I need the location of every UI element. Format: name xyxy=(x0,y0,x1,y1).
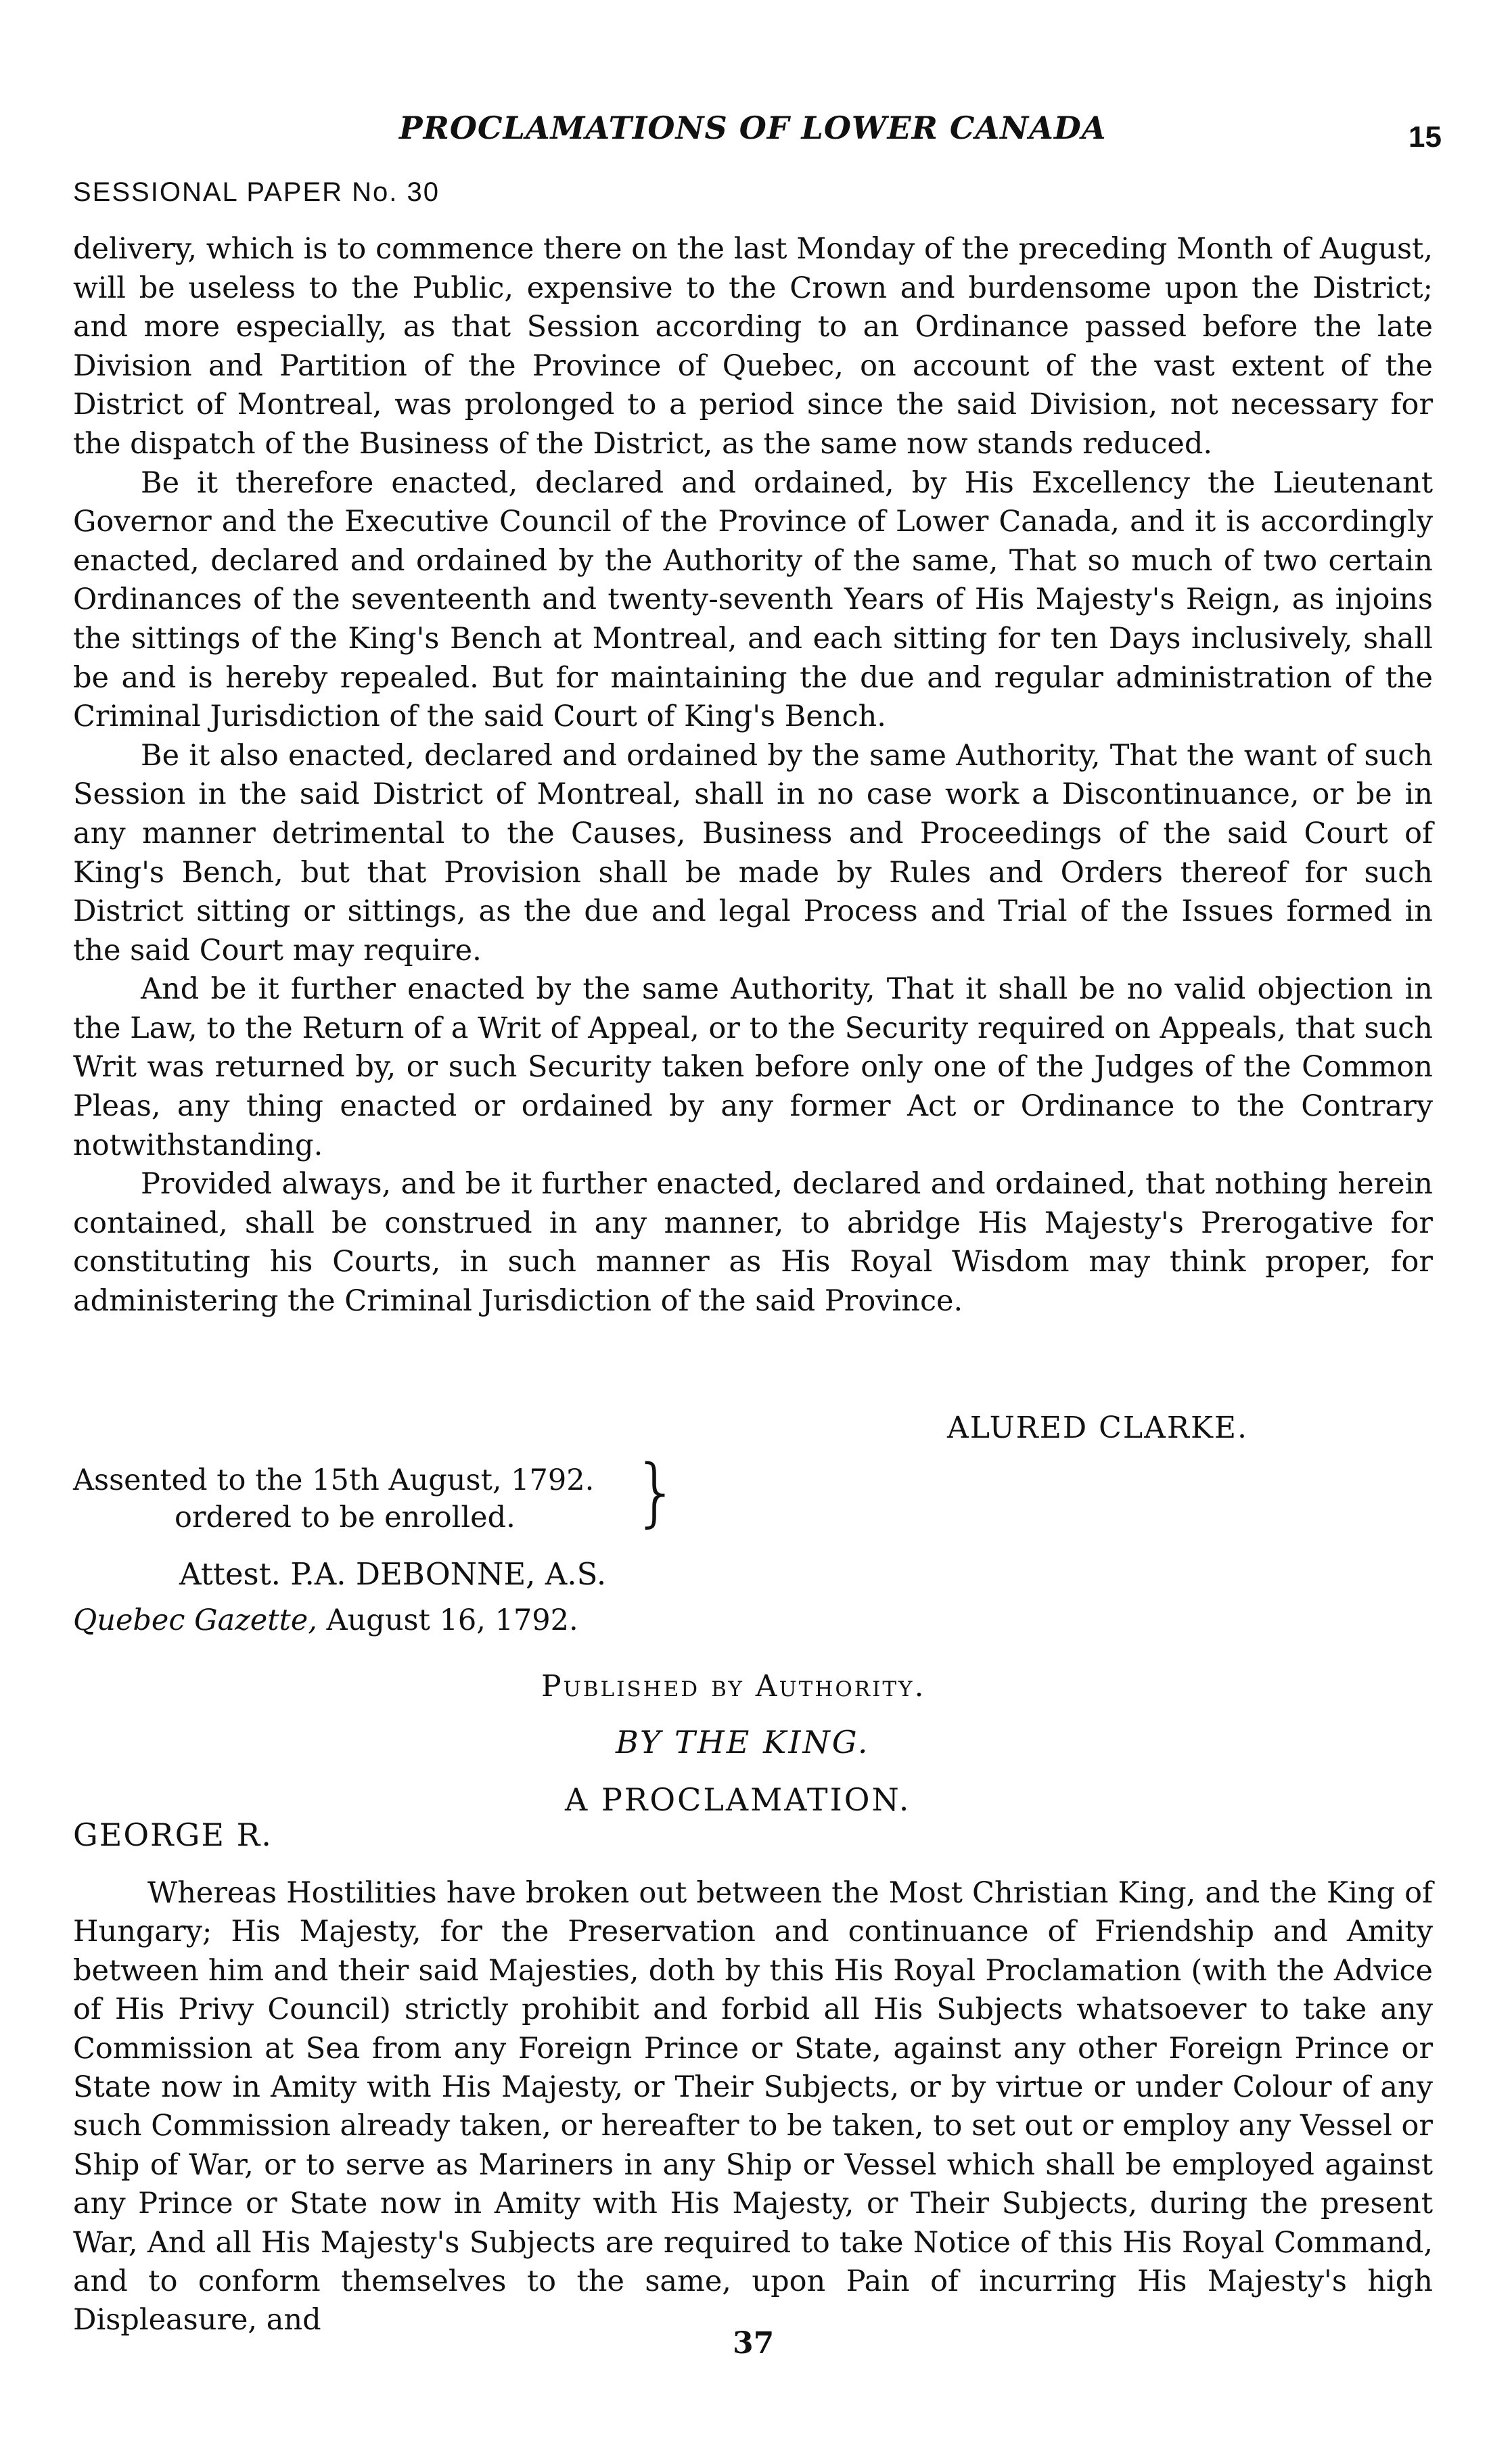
brace-mark: } xyxy=(633,1449,680,1535)
proclamation-text xyxy=(73,1874,1433,2340)
gazette-title: Quebec Gazette, xyxy=(73,1603,317,1637)
proclamation-paragraph: Whereas Hostilities have broken out between the Most Christian King, and the King of Hungary; His Majesty, for the Preservation and continuance of Friendship and Amity between him and their said Majesties, doth by this His Royal Proclamation (with the Advice of His Privy Council) strictly prohibit and forbid all His Subjects whatsoever to take any Commission at Sea from any Foreign Prince or State, against any other Foreign Prince or State now in Amity with His Majesty, or Their Subjects, or by virtue or under Colour of any such Commission already taken, or hereafter to be taken, to set out or employ any Vessel or Ship of War, or to serve as Mariners in any Ship or Vessel which shall be employed against any Prince or State now in Amity with His Majesty, or Their Subjects, during the present War, And all His Majesty's Subjects are required to take Notice of this His Royal Command, and to conform themselves to the same, upon Pain of incurring His Majesty's high Displeasure, and xyxy=(73,1876,1433,2338)
assent-line: ordered to be enrolled. xyxy=(175,1501,516,1534)
by-the-king-heading: BY THE KING. xyxy=(616,1724,870,1760)
published-by-authority: Published by Authority. xyxy=(541,1669,926,1704)
ordinance-paragraph: Provided always, and be it further enacted, declared and ordained, that nothing herein contained, shall be construed in any manner, to abridge His Majesty's Prerogative for constituting his Courts, in such manner as His Royal Wisdom may think proper, for administering the Criminal Jurisdiction of the said Province. xyxy=(73,1167,1433,1319)
ordinance-paragraph: Be it also enacted, declared and ordained by the same Authority, That the want of such Session in the said District of Montreal, shall in no case work a Discontinuance, or be in any manner detrimental to the Causes, Business and Proceedings of the said Court of King's Bench, but that Provision shall be made by Rules and Orders thereof for such District sitting or sittings, as the due and legal Process and Trial of the Issues formed in the said Court may require. xyxy=(73,738,1433,967)
running-title: PROCLAMATIONS OF LOWER CANADA xyxy=(399,110,1107,146)
signature-name: ALURED CLARKE. xyxy=(947,1411,1248,1445)
proclamation-heading: A PROCLAMATION. xyxy=(565,1781,911,1818)
ordinance-paragraph: Be it therefore enacted, declared and ordained, by His Excellency the Lieutenant Governor and the Executive Council of the Province of Lower Canada, and it is accordingly enacted, declared and ordained by the Authority of the same, That so much of two certain Ordinances of the seventeenth and twenty-seventh Years of His Majesty's Reign, as injoins the sittings of the King's Bench at Montreal, and each sitting for ten Days inclusively, shall be and is hereby repealed. But for maintaining the due and regular administration of the Criminal Jurisdiction of the said Court of King's Bench. xyxy=(73,465,1433,734)
sessional-paper-label: SESSIONAL PAPER No. 30 xyxy=(73,177,440,207)
folio-number: 37 xyxy=(733,2326,775,2361)
ordinance-text xyxy=(73,230,1433,1321)
ordinance-paragraph: And be it further enacted by the same Authority, That it shall be no valid objection in the Law, to the Return of a Writ of Appeal, or to the Security required on Appeals, that such Writ was returned by, or such Security taken before only one of the Judges of the Common Pleas, any thing enacted or ordained by any former Act or Ordinance to the Contrary notwithstanding. xyxy=(73,972,1433,1162)
gazette-date: August 16, 1792. xyxy=(317,1603,578,1637)
monarch-signature: GEORGE R. xyxy=(73,1817,273,1853)
page-number: 15 xyxy=(1408,120,1442,154)
attest-line: Attest. P.A. DEBONNE, A.S. xyxy=(179,1556,607,1592)
assent-line: Assented to the 15th August, 1792. xyxy=(73,1463,595,1497)
gazette-citation xyxy=(73,1603,578,1637)
ordinance-paragraph: delivery, which is to commence there on the last Monday of the preceding Month of August, will be useless to the Public, expensive to the Crown and burdensome upon the District; and more especially, as that Session according to an Ordinance passed before the late Division and Partition of the Province of Quebec, on account of the vast extent of the District of Montreal, was prolonged to a period since the said Division, not necessary for the dispatch of the Business of the District, as the same now stands reduced. xyxy=(73,232,1433,461)
